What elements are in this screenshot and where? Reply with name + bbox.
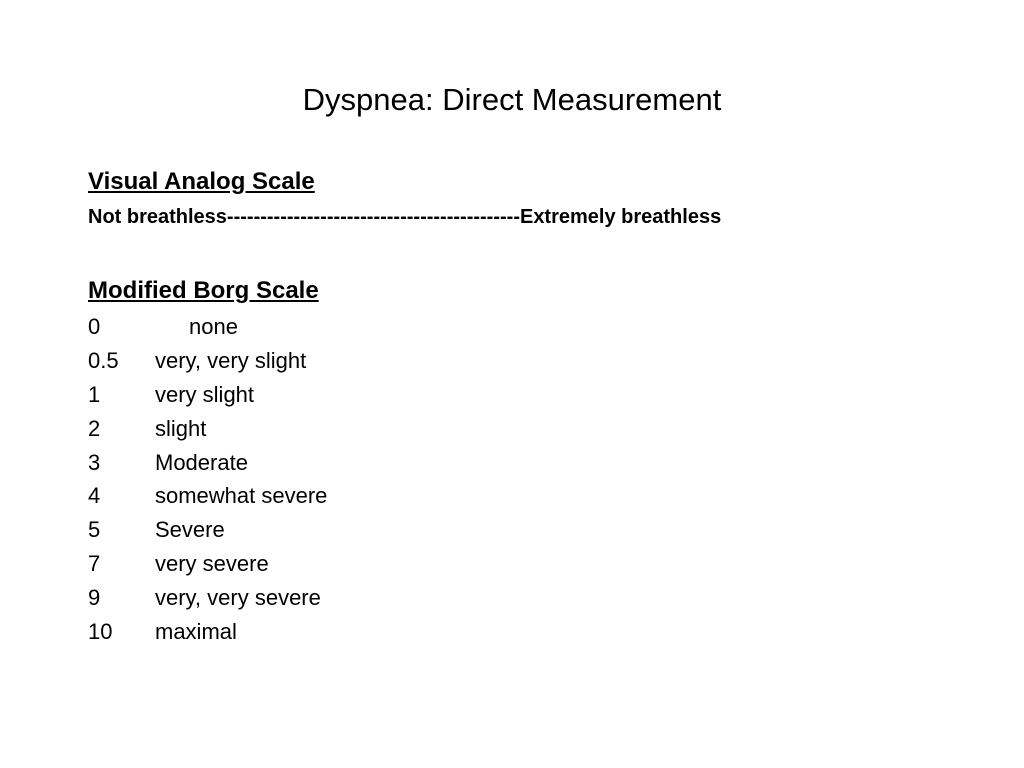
- borg-scale-label: slight: [155, 415, 207, 441]
- borg-scale-row: [88, 583, 327, 617]
- borg-scale-row: [88, 312, 327, 346]
- borg-scale-label: none: [189, 314, 238, 339]
- modified-borg-scale-heading: Modified Borg Scale: [88, 277, 319, 304]
- borg-scale-value: 10: [88, 619, 113, 645]
- borg-scale-label: Moderate: [155, 449, 248, 475]
- borg-scale-value: 3: [88, 449, 101, 475]
- borg-scale-row: [88, 380, 327, 414]
- borg-scale-row: [88, 346, 327, 380]
- borg-scale-label: somewhat severe: [155, 483, 328, 509]
- borg-scale-value: 0: [88, 314, 101, 339]
- borg-scale-value: 4: [88, 483, 101, 509]
- borg-scale-label: very severe: [155, 551, 269, 577]
- slide-title: Dyspnea: Direct Measurement: [302, 82, 722, 117]
- borg-scale-label: very, very slight: [155, 347, 307, 373]
- borg-scale-row: [88, 448, 327, 482]
- borg-scale-label: very slight: [155, 381, 255, 407]
- borg-scale-value: 2: [88, 415, 101, 441]
- borg-scale-row: [88, 549, 327, 583]
- borg-scale-label: maximal: [155, 619, 237, 645]
- borg-scale-list: [88, 312, 327, 651]
- borg-scale-value: 1: [88, 381, 101, 407]
- visual-analog-scale-heading: Visual Analog Scale: [88, 168, 315, 195]
- borg-scale-value: 9: [88, 585, 101, 611]
- borg-scale-row: [88, 481, 327, 515]
- visual-analog-scale-line: Not breathless--------------------------------------------Extremely breathless: [88, 206, 722, 228]
- borg-scale-label: very, very severe: [155, 585, 321, 611]
- borg-scale-value: 0.5: [88, 347, 119, 373]
- borg-scale-value: 5: [88, 517, 101, 543]
- borg-scale-row: [88, 414, 327, 448]
- borg-scale-value: 7: [88, 551, 101, 577]
- borg-scale-label: Severe: [155, 517, 225, 543]
- borg-scale-row: [88, 515, 327, 549]
- borg-scale-row: [88, 617, 327, 651]
